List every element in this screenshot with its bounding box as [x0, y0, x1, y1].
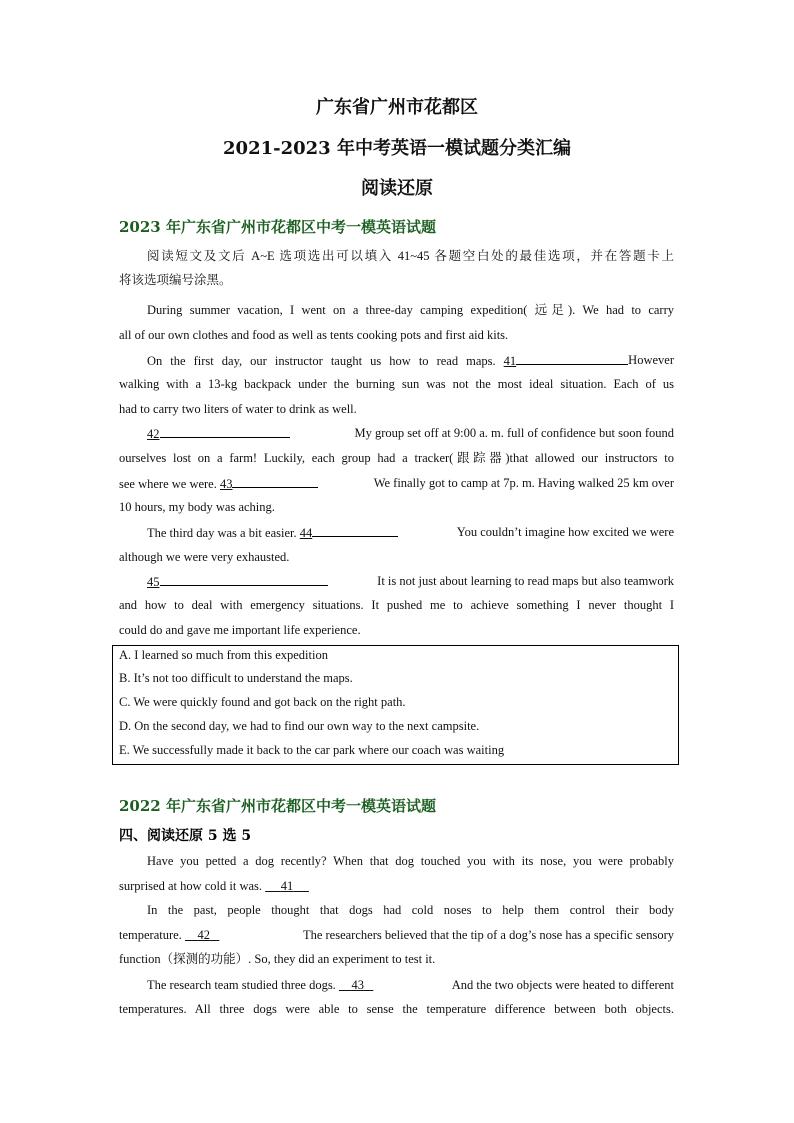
option-c: C. We were quickly found and got back on the right path.	[119, 695, 406, 709]
document-title-collection: 2021-2023 年中考英语一模试题分类汇编	[223, 138, 571, 159]
instruction-line: 将该选项编号涂黑。	[119, 273, 232, 287]
passage-line	[147, 424, 674, 443]
passage-text: temperature.	[119, 928, 185, 942]
passage-line: all of our own clothes and food as well as tents cooking pots and first aid kits.	[119, 328, 509, 342]
passage-line	[147, 351, 674, 370]
passage-line: 10 hours, my body was aching.	[119, 500, 275, 514]
passage-line: had to carry two liters of water to drink as well.	[119, 402, 357, 416]
option-b: B. It’s not too difficult to understand the maps.	[119, 671, 353, 685]
passage-text: You couldn’t imagine how excited we were	[456, 525, 674, 539]
passage-line	[119, 877, 674, 895]
passage-line	[147, 976, 674, 994]
section-2022-subheading: 四、阅读还原 5 选 5	[119, 828, 252, 844]
passage-text: It is not just about learning to read maps but also teamwork	[377, 574, 674, 588]
passage-line: In the past, people thought that dogs had cold noses to help them control their body	[147, 903, 674, 917]
answer-blank-45: 45	[147, 575, 328, 589]
passage-line: Have you petted a dog recently? When that dog touched you with its nose, you were probably	[147, 854, 674, 868]
passage-line: During summer vacation, I went on a three-day camping expedition( 远足). We had to carry	[147, 303, 674, 317]
document-title-topic: 阅读还原	[361, 178, 433, 199]
answer-blank-41: 41	[280, 879, 294, 893]
section-2022-heading: 2022 年广东省广州市花都区中考一模英语试题	[119, 797, 436, 815]
option-d: D. On the second day, we had to find our own way to the next campsite.	[119, 719, 480, 733]
passage-line: although we were very exhausted.	[119, 550, 290, 564]
passage-text: see where we were.	[119, 477, 220, 491]
answer-blank-43: 43	[351, 978, 364, 992]
passage-line: ourselves lost on a farm! Luckily, each group had a tracker(跟踪器)that allowed our instructors to	[119, 451, 674, 465]
passage-text: surprised at how cold it was.	[119, 879, 266, 893]
passage-text: And the two objects were heated to different	[451, 978, 674, 992]
passage-text: On the first day, our instructor taught us how to read maps.	[147, 354, 504, 368]
passage-text: However	[628, 353, 674, 367]
passage-text: The research team studied three dogs.	[147, 978, 339, 992]
passage-text: We finally got to camp at 7p. m. Having walked 25 km over	[373, 476, 674, 490]
answer-blank-42: 42	[147, 427, 290, 441]
passage-text: The researchers believed that the tip of a dog’s nose has a specific sensory	[302, 928, 674, 942]
passage-line	[147, 572, 674, 591]
passage-line	[119, 474, 674, 493]
passage-line: and how to deal with emergency situations. It pushed me to achieve something I never thought I	[119, 598, 674, 612]
option-a: A. I learned so much from this expedition	[119, 648, 328, 662]
passage-line	[119, 926, 674, 944]
passage-text: The third day was a bit easier.	[147, 526, 300, 540]
passage-line: could do and gave me important life experience.	[119, 623, 361, 637]
passage-line: walking with a 13-kg backpack under the burning sun was not the most ideal situation. Each of us	[119, 377, 674, 391]
answer-blank-43: 43	[220, 477, 319, 491]
answer-blank-44: 44	[300, 526, 399, 540]
option-e: E. We successfully made it back to the car park where our coach was waiting	[119, 743, 505, 757]
document-title-region: 广东省广州市花都区	[316, 97, 478, 118]
passage-line	[147, 523, 674, 542]
instruction-line: 阅读短文及文后 A~E 选项选出可以填入 41~45 各题空白处的最佳选项，并在答题卡上	[147, 249, 674, 263]
answer-blank-41: 41	[504, 354, 629, 368]
passage-text: My group set off at 9:00 a. m. full of confidence but soon found	[354, 426, 674, 440]
passage-line: function（探测的功能）. So, they did an experiment to test it.	[119, 952, 436, 966]
passage-line: temperatures. All three dogs were able to sense the temperature difference between both objects.	[119, 1002, 674, 1016]
section-2023-heading: 2023 年广东省广州市花都区中考一模英语试题	[119, 218, 436, 236]
answer-blank-42: 42	[197, 928, 210, 942]
